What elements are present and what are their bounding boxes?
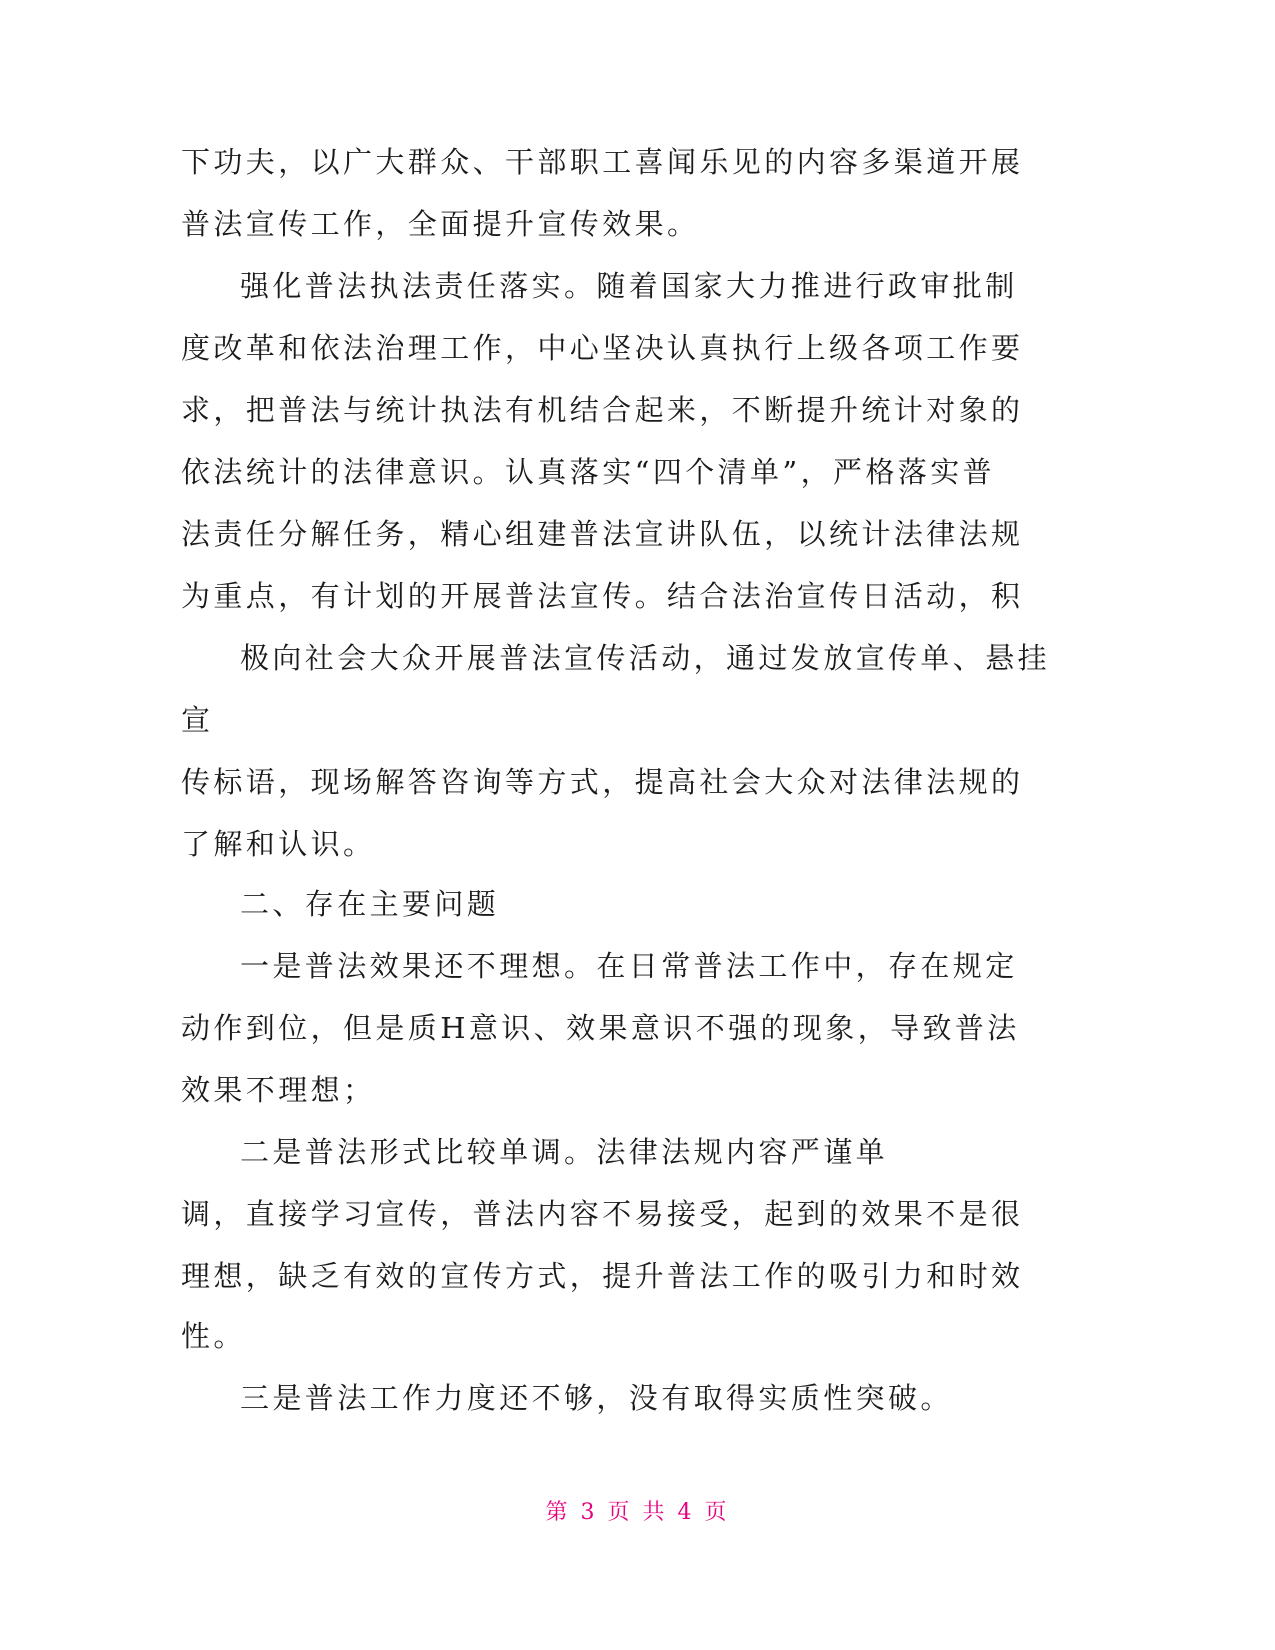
text-line: 极向社会大众开展普法宣传活动，通过发放宣传单、悬挂	[240, 641, 1051, 675]
text-line: 为重点，有计划的开展普法宣传。结合法治宣传日活动，积	[181, 579, 1024, 613]
text-line: 动作到位，但是质H意识、效果意识不强的现象，导致普法	[181, 1011, 1020, 1045]
text-line: 度改革和依法治理工作，中心坚决认真执行上级各项工作要	[181, 331, 1024, 365]
text-line: 依法统计的法律意识。认真落实“四个清单”，严格落实普	[181, 455, 996, 489]
text-line: 强化普法执法责任落实。随着国家大力推进行政审批制	[240, 269, 1018, 303]
text-line: 二是普法形式比较单调。法律法规内容严谨单	[240, 1135, 889, 1169]
section-heading: 二、存在主要问题	[240, 887, 500, 921]
text-line: 三是普法工作力度还不够，没有取得实质性突破。	[240, 1381, 953, 1415]
text-line: 了解和认识。	[181, 827, 376, 861]
text-line: 一是普法效果还不理想。在日常普法工作中，存在规定	[240, 949, 1018, 983]
text-line: 效果不理想；	[181, 1073, 376, 1107]
text-line: 法责任分解任务，精心组建普法宣讲队伍，以统计法律法规	[181, 517, 1024, 551]
text-line: 理想，缺乏有效的宣传方式，提升普法工作的吸引力和时效	[181, 1259, 1024, 1293]
text-line: 宣	[181, 703, 214, 737]
text-line: 调，直接学习宣传，普法内容不易接受，起到的效果不是很	[181, 1197, 1024, 1231]
text-line: 普法宣传工作，全面提升宣传效果。	[181, 207, 700, 241]
text-line: 求，把普法与统计执法有机结合起来，不断提升统计对象的	[181, 393, 1024, 427]
text-line: 下功夫，以广大群众、干部职工喜闻乐见的内容多渠道开展	[181, 145, 1024, 179]
text-line: 传标语，现场解答咨询等方式，提高社会大众对法律法规的	[181, 765, 1024, 799]
text-line: 性。	[181, 1319, 246, 1353]
page-number-footer: 第 3 页 共 4 页	[545, 1500, 730, 1525]
